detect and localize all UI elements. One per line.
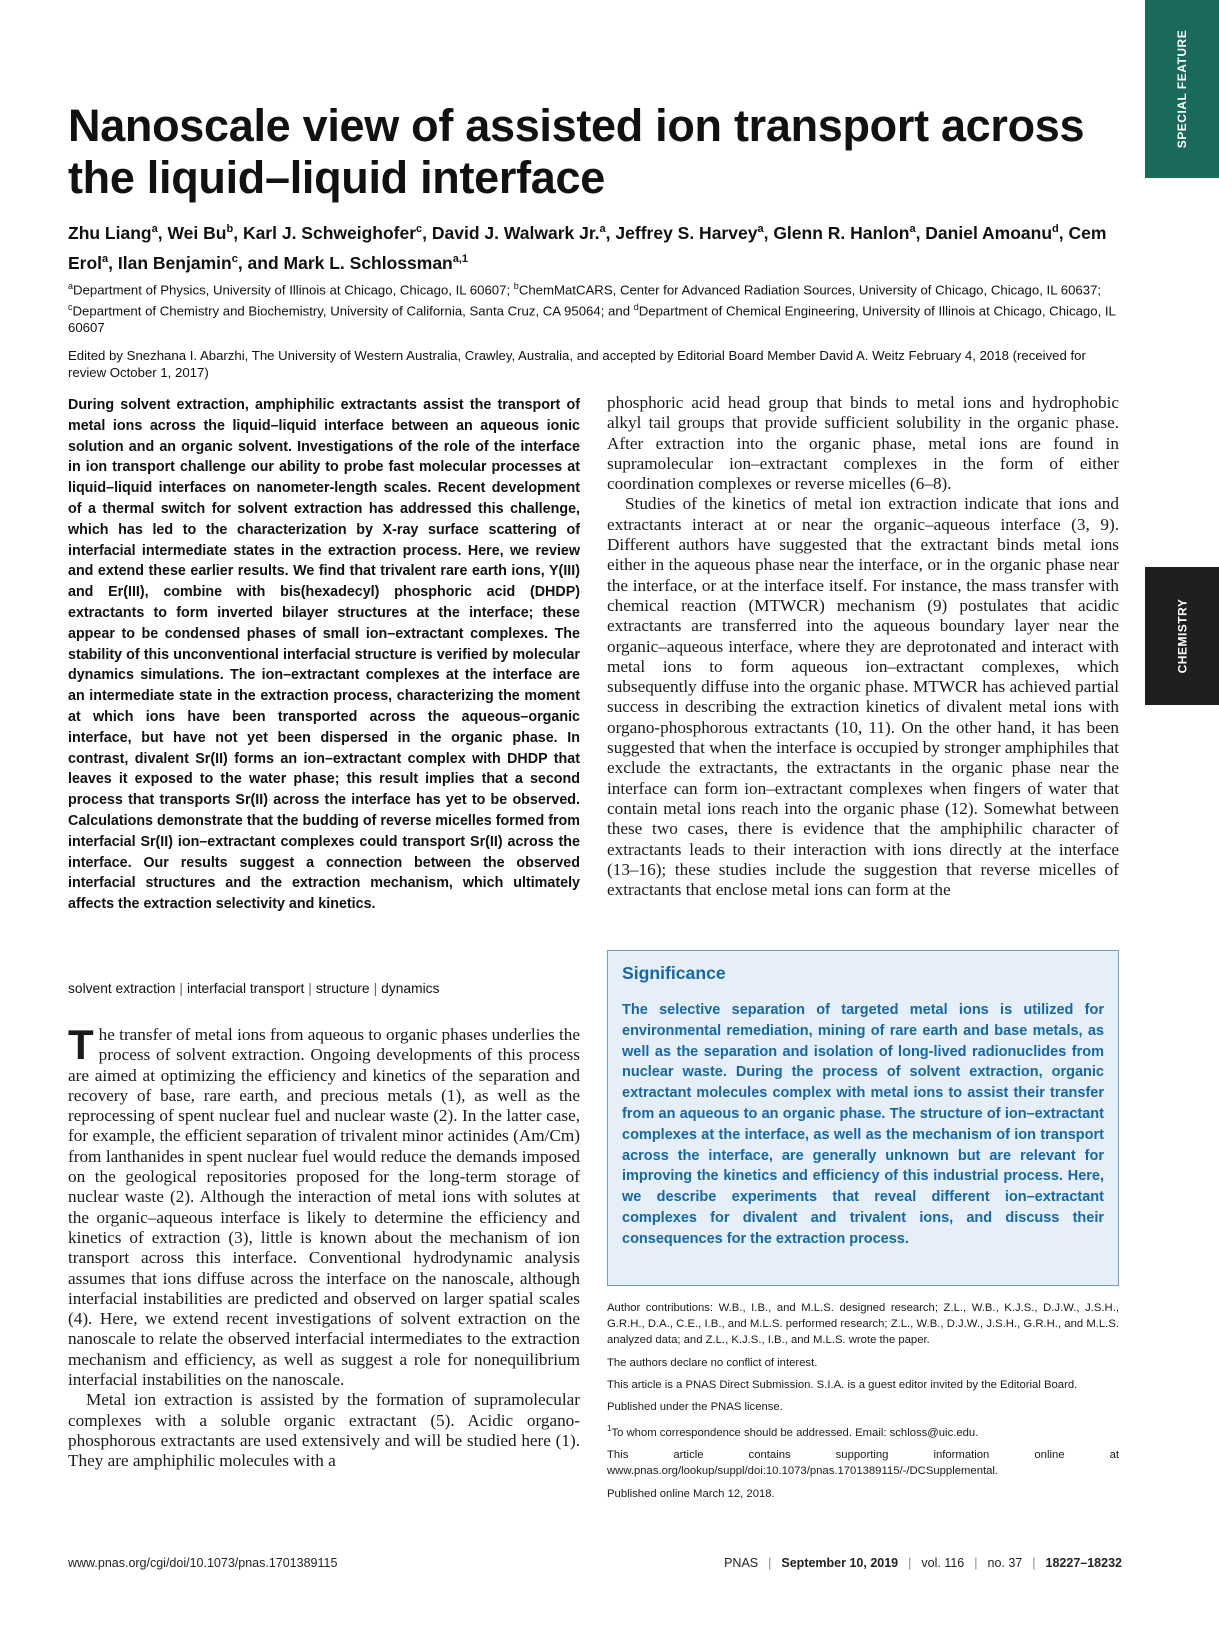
affiliation-text: Department of Chemistry and Biochemistry, University of California, Santa Cruz, CA 95064; and	[72, 303, 634, 319]
conflict-statement: The authors declare no conflict of interest.	[607, 1356, 818, 1369]
affiliation-text: Department of Chemical Engineering, University of Illinois at Chicago, Chicago, IL 60607	[68, 303, 1116, 335]
intro-paragraph	[68, 1021, 580, 1390]
author-affiliation-sup: d	[1052, 223, 1059, 235]
abstract: During solvent extraction, amphiphilic extractants assist the transport of metal ions across the liquid–liquid interface between an aqueous ionic solution and an organic solvent. Investigations of the role of the interface in ion transport challenge our ability to probe fast molecular processes at liquid–liquid interfaces on nanometer-length scales. Recent development of a thermal switch for solvent extraction has addressed this challenge, which has led to the characterization by X-ray surface scattering of interfacial intermediate states in the extraction process. Here, we review and extend these earlier results. We find that trivalent rare earth ions, Y(III) and Er(III), combine with bis(hexadecyl) phosphoric acid (DHDP) extractants to form inverted bilayer structures at the interface; these appear to be condensed phases of small ion–extractant complexes. The stability of this unconventional interfacial structure is verified by molecular dynamics simulations. The ion–extractant complexes at the interface are an intermediate state in the extraction process, characterizing the moment at which ions have been transported across the aqueous–organic interface, but have not yet been dispersed in the organic phase. In contrast, divalent Sr(II) forms an ion–extractant complex with DHDP that leaves it exposed to the water phase; this result implies that a second process that transports Sr(II) across the interface has yet to be observed. Calculations demonstrate that the budding of reverse micelles formed from interfacial Sr(II) ion–extractant complexes could transport Sr(II) across the interface. Our results suggest a connection between the observed interfacial structures and the extraction mechanism, which ultimately affects the extraction selectivity and kinetics.	[68, 397, 580, 913]
author-contributions: Author contributions: W.B., I.B., and M.L.S. designed research; Z.L., W.B., K.J.S., D.J.W., J.S.H., G.R.H., D.A., C.E., I.B., and M.L.S. performed research; Z.L., W.B., D.J.W., J.S.H., G.R.H., and M.L.S. analyzed data; and Z.L., K.J.S., I.B., and M.L.S. wrote the paper.	[607, 1302, 1119, 1347]
significance-box	[607, 950, 1119, 1286]
affiliation-text: ChemMatCARS, Center for Advanced Radiation Sources, University of Chicago, Chicago, IL 60637;	[518, 282, 1102, 298]
keyword-separator: |	[179, 981, 183, 996]
affiliations	[68, 278, 1118, 336]
correspondence-sup: 1	[607, 1424, 612, 1434]
body-left-column	[68, 1021, 580, 1472]
footer-volume: vol. 116	[921, 1556, 965, 1570]
author-name: David J. Walwark Jr.$^a$	[431, 222, 606, 243]
author-affiliation-sup: c	[231, 252, 238, 265]
keyword-separator: |	[308, 981, 312, 996]
author-affiliation-sup: a	[909, 223, 916, 235]
affiliation-sup: b	[513, 281, 519, 291]
keyword: interfacial transport	[186, 981, 305, 996]
intro-text: he transfer of metal ions from aqueous to organic phases underlies the process of solvent extraction. Ongoing developments of this process are aimed at optimizing the efficiency and kinetics of the separation and recovery of base, rare earth, and precious metals (1), as well as the reprocessing of spent nuclear fuel and nuclear waste (2). In the latter case, for example, the efficient separation of trivalent minor actinides (Am/Cm) from lanthanides in spent nuclear fuel would reduce the demands imposed on the geological repositories proposed for the long-term storage of nuclear waste (2). Although the interaction of metal ions with solutes at the organic–aqueous interface is likely to determine the efficiency and kinetics of extraction (3), little is known about the mechanism of ion transport across this interface. Conventional hydrodynamic analysis assumes that ions diffuse across the interface on the nanoscale, although interfacial instabilities are predicted and observed on larger spatial scales (4). Here, we extend recent investigations of solvent extraction on the nanoscale to relate the observed interfacial intermediates to the extraction mechanism and efficiency, as well as suggest a role for nonequilibrium interfacial instabilities on the nanoscale.	[68, 1025, 580, 1390]
body-paragraph: Metal ion extraction is assisted by the formation of supramolecular complexes with a soluble organic extractant (5). Acidic organo-phosphorous extractants are used extensively and will be studied here (1). They are amphiphilic molecules with a	[68, 1390, 580, 1471]
keyword: dynamics	[381, 981, 440, 996]
direct-submission-note: This article is a PNAS Direct Submission. S.I.A. is a guest editor invited by the Editorial Board.	[607, 1378, 1078, 1391]
affiliation-sup: d	[633, 301, 639, 312]
footer-number: no. 37	[987, 1556, 1023, 1570]
author-name: Cem Erol$^a$	[68, 222, 1107, 273]
author-name: Daniel Amoanu$^d$	[925, 222, 1059, 243]
body-right-column	[607, 393, 1119, 900]
footer-date: September 10, 2019	[781, 1556, 899, 1570]
chemistry-tab	[1145, 567, 1219, 705]
author-name: Mark L. Schlossman$^{a,1}$	[283, 252, 469, 273]
footer-journal: PNAS	[724, 1556, 759, 1570]
author-name: Zhu Liang$^a$	[68, 222, 158, 243]
author-affiliation-sup: a,1	[452, 252, 469, 265]
author-name: Karl J. Schweighofer$^c$	[242, 222, 423, 243]
footer-doi-link[interactable]: www.pnas.org/cgi/doi/10.1073/pnas.1701389115	[68, 1556, 338, 1570]
keyword: structure	[315, 981, 370, 996]
dropcap: T	[68, 1021, 94, 1068]
supporting-info-note: This article contains supporting information online at www.pnas.org/lookup/suppl/doi:10.1073/pnas.1701389115/-/DCSupplemental.	[607, 1449, 1119, 1478]
author-name: Glenn R. Hanlon$^a$	[773, 222, 916, 243]
special-feature-label: SPECIAL FEATURE	[1175, 29, 1189, 149]
edited-by: Edited by Snezhana I. Abarzhi, The University of Western Australia, Crawley, Australia, and accepted by Editorial Board Member David A. Weitz February 4, 2018 (received for review October 1, 2017)	[68, 348, 1086, 380]
author-affiliation-sup: a	[102, 252, 109, 265]
special-feature-tab	[1145, 0, 1219, 178]
affiliation-sup: c	[68, 301, 73, 312]
author-affiliation-sup: b	[226, 223, 234, 235]
published-date-note: Published online March 12, 2018.	[607, 1487, 775, 1500]
body-paragraph: Studies of the kinetics of metal ion extraction indicate that ions and extractants interact at or near the organic–aqueous interface (3, 9). Different authors have suggested that the extractant binds metal ions either in the aqueous phase near the interface, or in the organic phase near the interface, or at the interface itself. For instance, the mass transfer with chemical reaction (MTWCR) mechanism (9) postulates that acidic extractants are transferred into the aqueous boundary layer near the organic–aqueous interface, where they are deprotonated and interact with metal ions to form aqueous ion–extractant complexes, which subsequently diffuse into the organic phase. MTWCR has achieved partial success in describing the extraction kinetics of divalent metal ions with organo-phosphorous extractants (10, 11). On the other hand, it has been suggested that when the interface is occupied by stronger amphiphiles that exclude the extractants, the extractants in the organic phase near the interface can form ion–extractant complexes when fingers of water that contain metal ions reach into the organic phase (12). Somewhat between these two cases, there is evidence that the amphiphilic character of extractants leads to their interaction with ions directly at the interface (13–16); these studies include the suggestion that reverse micelles of extractants that enclose metal ions can form at the	[607, 494, 1119, 900]
author-list: Zhu Liang$^a$, Wei Bu$^b$, Karl J. Schweighofer$^c$, David J. Walwark Jr.$^a$, Jeffrey S. Harvey$^a$, Glenn R. Hanlon$^a$, Daniel Amoanu$^d$, Cem Erol$^a$, Ilan Benjamin$^c$, and Mark L. Schlossman$^{a,1}$	[68, 222, 1107, 273]
affiliation-text: Department of Physics, University of Illinois at Chicago, Chicago, IL 60607;	[73, 282, 514, 298]
license-note: Published under the PNAS license.	[607, 1401, 783, 1414]
keyword: solvent extraction	[68, 981, 176, 996]
correspondence-note	[607, 1421, 1119, 1441]
chemistry-label: CHEMISTRY	[1175, 598, 1190, 674]
author-name: Ilan Benjamin$^c$	[117, 252, 238, 273]
footer-pages: 18227–18232	[1045, 1556, 1122, 1570]
body-paragraph: phosphoric acid head group that binds to metal ions and hydrophobic alkyl tail groups that provide sufficient solubility in the organic phase. After extraction into the organic phase, metal ions are found in supramolecular ion–extractant complexes in the form of either coordination complexes or reverse micelles (6–8).	[607, 393, 1119, 494]
significance-heading: Significance	[622, 963, 726, 983]
correspondence-text: To whom correspondence should be addressed. Email: schloss@uic.edu.	[611, 1426, 979, 1439]
article-title: Nanoscale view of assisted ion transport across the liquid–liquid interface	[68, 100, 1085, 203]
article-notes	[607, 1300, 1119, 1508]
affiliation-sup: a	[68, 281, 74, 291]
author-name: Jeffrey S. Harvey$^a$	[615, 222, 764, 243]
footer-citation: PNAS | September 10, 2019 | vol. 116 | no. 37 | 18227–18232	[724, 1556, 1122, 1570]
keyword-separator: |	[373, 981, 378, 996]
author-affiliation-sup: c	[416, 223, 423, 235]
keywords	[68, 980, 580, 998]
author-name: Wei Bu$^b$	[167, 222, 234, 243]
author-affiliation-sup: a	[599, 223, 606, 235]
author-affiliation-sup: a	[151, 223, 158, 235]
significance-text: The selective separation of targeted metal ions is utilized for environmental remediation, mining of rare earth and base metals, as well as the separation and isolation of long-lived radionuclides from nuclear waste. During the process of solvent extraction, organic extractant molecules complex with metal ions to assist their transfer from an aqueous to an organic phase. The structure of ion–extractant complexes at the interface, as well as the mechanism of ion transport across the interface, are generally unknown but are relevant for improving the kinetics and efficiency of this industrial process. Here, we describe experiments that reveal different ion–extractant complexes for divalent and trivalent ions, and discuss their consequences for the extraction process.	[622, 1002, 1104, 1247]
author-affiliation-sup: a	[757, 223, 764, 235]
